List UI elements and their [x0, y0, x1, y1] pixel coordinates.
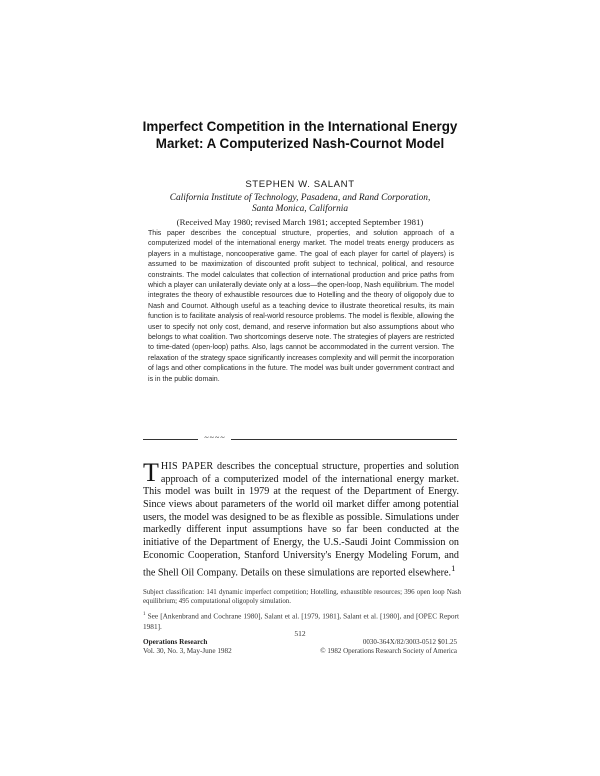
author-name: STEPHEN W. SALANT [245, 179, 355, 190]
body-text: describes the conceptual structure, properties and solution approach of a computerized model of the international energy market. This model was built in 1979 at the request of the Department of Energy. Since views about parameters of the world oil market differ among potential users, the model was designed to be as flexible as possible. Simulations under markedly different input assumptions have so far been conducted at the initiative of the Department of Energy, the U.S.-Saudi Joint Commission on Economic Cooperation, Stanford University's Energy Modeling Forum, and the Shell Oil Company. Details on these simulations are reported elsewhere. [143, 461, 459, 579]
separator-ornament: ~~~~ [204, 433, 226, 442]
body-footnote-ref: 1 [451, 563, 456, 574]
journal-name: Operations Research [143, 638, 208, 646]
subject-classification: Subject classification: 141 dynamic imperfect competition; Hotelling, exhaustible resources; 396 open loop Nash equilibrium; 495 computational oligopoly simulation. [143, 589, 461, 606]
separator-rule-left [143, 439, 198, 440]
issn-info [320, 638, 457, 656]
received-dates: (Received May 1980; revised March 1981; accepted September 1981) [176, 217, 424, 227]
issn-line-2: © 1982 Operations Research Society of America [320, 647, 457, 655]
issn-line-1: 0030-364X/82/3003-0512 $01.25 [362, 638, 457, 646]
paper-title: Imperfect Competition in the International Energy Market: A Computerized Nash-Cournot Model [142, 119, 458, 151]
footnote-mark: 1 [143, 612, 146, 617]
affiliation-line-2: Santa Monica, California [251, 204, 349, 214]
drop-cap: T [143, 458, 159, 487]
journal-info [143, 638, 232, 656]
body-paragraph [143, 458, 459, 580]
abstract: This paper describes the conceptual structure, properties, and solution approach of a computerized model of the international energy market. The model treats energy producers as players in a multistage, noncooperative game. The goal of each player for cartel of players) is assumed to be maximization of discounted profit subject to technical, political, and resource constraints. The model calculates that collection of international production and price paths from which a player can unilaterally deviate only at a loss—the open-loop, Nash equilibrium. The model integrates the theory of exhaustible resources due to Hotelling and the theory of oligopoly due to Nash and Cournot. Although useful as a teaching device to illustrate theoretical results, its main function is to facilitate analysis of real-world resource problems. The model is flexible, allowing the user to specify not only cost, demand, and reserve information but also assumptions about who belongs to what coalition. Two shortcomings deserve note. The strategies of players are restricted to time-dated (open-loop) paths. Also, lags cannot be accommodated in the current version. The relaxation of the strategy space significantly increases complexity and will permit the incorporation of lags and other complications in the future. The model was built under government contract and is in the public domain. [148, 230, 454, 383]
author-affiliation [150, 193, 450, 215]
footnote-text: See [Ankenbrand and Cochrane 1980], Salant et al. [1979, 1981], Salant et al. [1980], and [OPEC Report 1981]. [143, 611, 460, 631]
journal-issue: Vol. 30, No. 3, May-June 1982 [143, 647, 232, 655]
affiliation-line-1: California Institute of Technology, Pasadena, and Rand Corporation, [169, 193, 431, 203]
page-number: 512 [294, 629, 306, 638]
separator-rule-right [231, 439, 457, 440]
body-lead-in: HIS PAPER [160, 461, 214, 472]
